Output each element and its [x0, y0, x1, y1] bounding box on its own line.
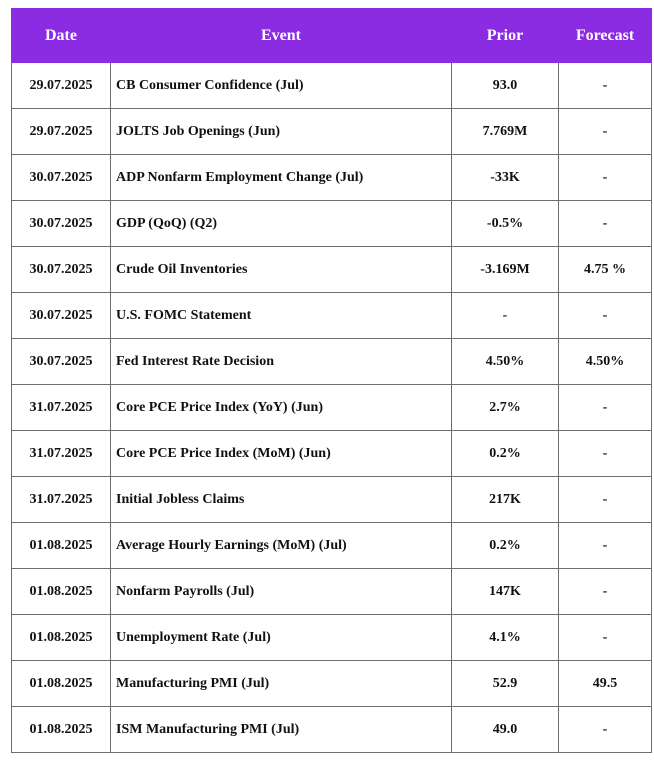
cell-date: 31.07.2025 — [12, 385, 111, 431]
cell-prior: 4.50% — [452, 339, 559, 385]
cell-forecast: 49.5 — [559, 661, 652, 707]
cell-event: U.S. FOMC Statement — [111, 293, 452, 339]
cell-date: 29.07.2025 — [12, 109, 111, 155]
table-row — [12, 339, 652, 385]
table-row — [12, 247, 652, 293]
cell-date: 30.07.2025 — [12, 155, 111, 201]
cell-prior: 52.9 — [452, 661, 559, 707]
cell-event: CB Consumer Confidence (Jul) — [111, 63, 452, 109]
cell-forecast: - — [559, 201, 652, 247]
cell-forecast: - — [559, 385, 652, 431]
cell-forecast: 4.50% — [559, 339, 652, 385]
cell-event: Unemployment Rate (Jul) — [111, 615, 452, 661]
cell-prior: 2.7% — [452, 385, 559, 431]
cell-date: 31.07.2025 — [12, 431, 111, 477]
cell-date: 01.08.2025 — [12, 707, 111, 753]
cell-forecast: - — [559, 477, 652, 523]
cell-prior: 217K — [452, 477, 559, 523]
cell-event: Fed Interest Rate Decision — [111, 339, 452, 385]
cell-prior: 49.0 — [452, 707, 559, 753]
economic-calendar-table — [11, 8, 652, 753]
cell-date: 30.07.2025 — [12, 293, 111, 339]
table-header — [12, 9, 652, 63]
cell-prior: 147K — [452, 569, 559, 615]
cell-prior: - — [452, 293, 559, 339]
cell-event: Crude Oil Inventories — [111, 247, 452, 293]
cell-event: Initial Jobless Claims — [111, 477, 452, 523]
table-row — [12, 63, 652, 109]
header-event: Event — [111, 9, 452, 63]
cell-prior: -3.169M — [452, 247, 559, 293]
cell-forecast: - — [559, 569, 652, 615]
table-row — [12, 385, 652, 431]
table-body — [12, 63, 652, 753]
cell-event: ISM Manufacturing PMI (Jul) — [111, 707, 452, 753]
table-row — [12, 201, 652, 247]
cell-prior: 93.0 — [452, 63, 559, 109]
cell-prior: 0.2% — [452, 431, 559, 477]
cell-event: Average Hourly Earnings (MoM) (Jul) — [111, 523, 452, 569]
cell-event: GDP (QoQ) (Q2) — [111, 201, 452, 247]
cell-forecast: - — [559, 109, 652, 155]
cell-prior: -33K — [452, 155, 559, 201]
cell-prior: -0.5% — [452, 201, 559, 247]
cell-event: Core PCE Price Index (MoM) (Jun) — [111, 431, 452, 477]
cell-forecast: - — [559, 63, 652, 109]
cell-event: ADP Nonfarm Employment Change (Jul) — [111, 155, 452, 201]
cell-forecast: - — [559, 523, 652, 569]
cell-date: 01.08.2025 — [12, 661, 111, 707]
table-row — [12, 707, 652, 753]
table-row — [12, 477, 652, 523]
cell-event: Nonfarm Payrolls (Jul) — [111, 569, 452, 615]
cell-date: 31.07.2025 — [12, 477, 111, 523]
cell-date: 01.08.2025 — [12, 569, 111, 615]
table-row — [12, 109, 652, 155]
header-prior: Prior — [452, 9, 559, 63]
cell-prior: 7.769M — [452, 109, 559, 155]
cell-prior: 4.1% — [452, 615, 559, 661]
table-row — [12, 615, 652, 661]
cell-forecast: 4.75 % — [559, 247, 652, 293]
cell-forecast: - — [559, 431, 652, 477]
cell-forecast: - — [559, 707, 652, 753]
table-row — [12, 661, 652, 707]
cell-date: 30.07.2025 — [12, 339, 111, 385]
cell-forecast: - — [559, 615, 652, 661]
cell-forecast: - — [559, 155, 652, 201]
header-forecast: Forecast — [559, 9, 652, 63]
cell-date: 29.07.2025 — [12, 63, 111, 109]
header-row — [12, 9, 652, 63]
cell-date: 30.07.2025 — [12, 247, 111, 293]
cell-event: Core PCE Price Index (YoY) (Jun) — [111, 385, 452, 431]
cell-event: JOLTS Job Openings (Jun) — [111, 109, 452, 155]
table-row — [12, 569, 652, 615]
cell-date: 01.08.2025 — [12, 523, 111, 569]
cell-forecast: - — [559, 293, 652, 339]
table-row — [12, 293, 652, 339]
cell-prior: 0.2% — [452, 523, 559, 569]
table-row — [12, 523, 652, 569]
cell-date: 30.07.2025 — [12, 201, 111, 247]
table-row — [12, 431, 652, 477]
table-row — [12, 155, 652, 201]
header-date: Date — [12, 9, 111, 63]
cell-event: Manufacturing PMI (Jul) — [111, 661, 452, 707]
cell-date: 01.08.2025 — [12, 615, 111, 661]
